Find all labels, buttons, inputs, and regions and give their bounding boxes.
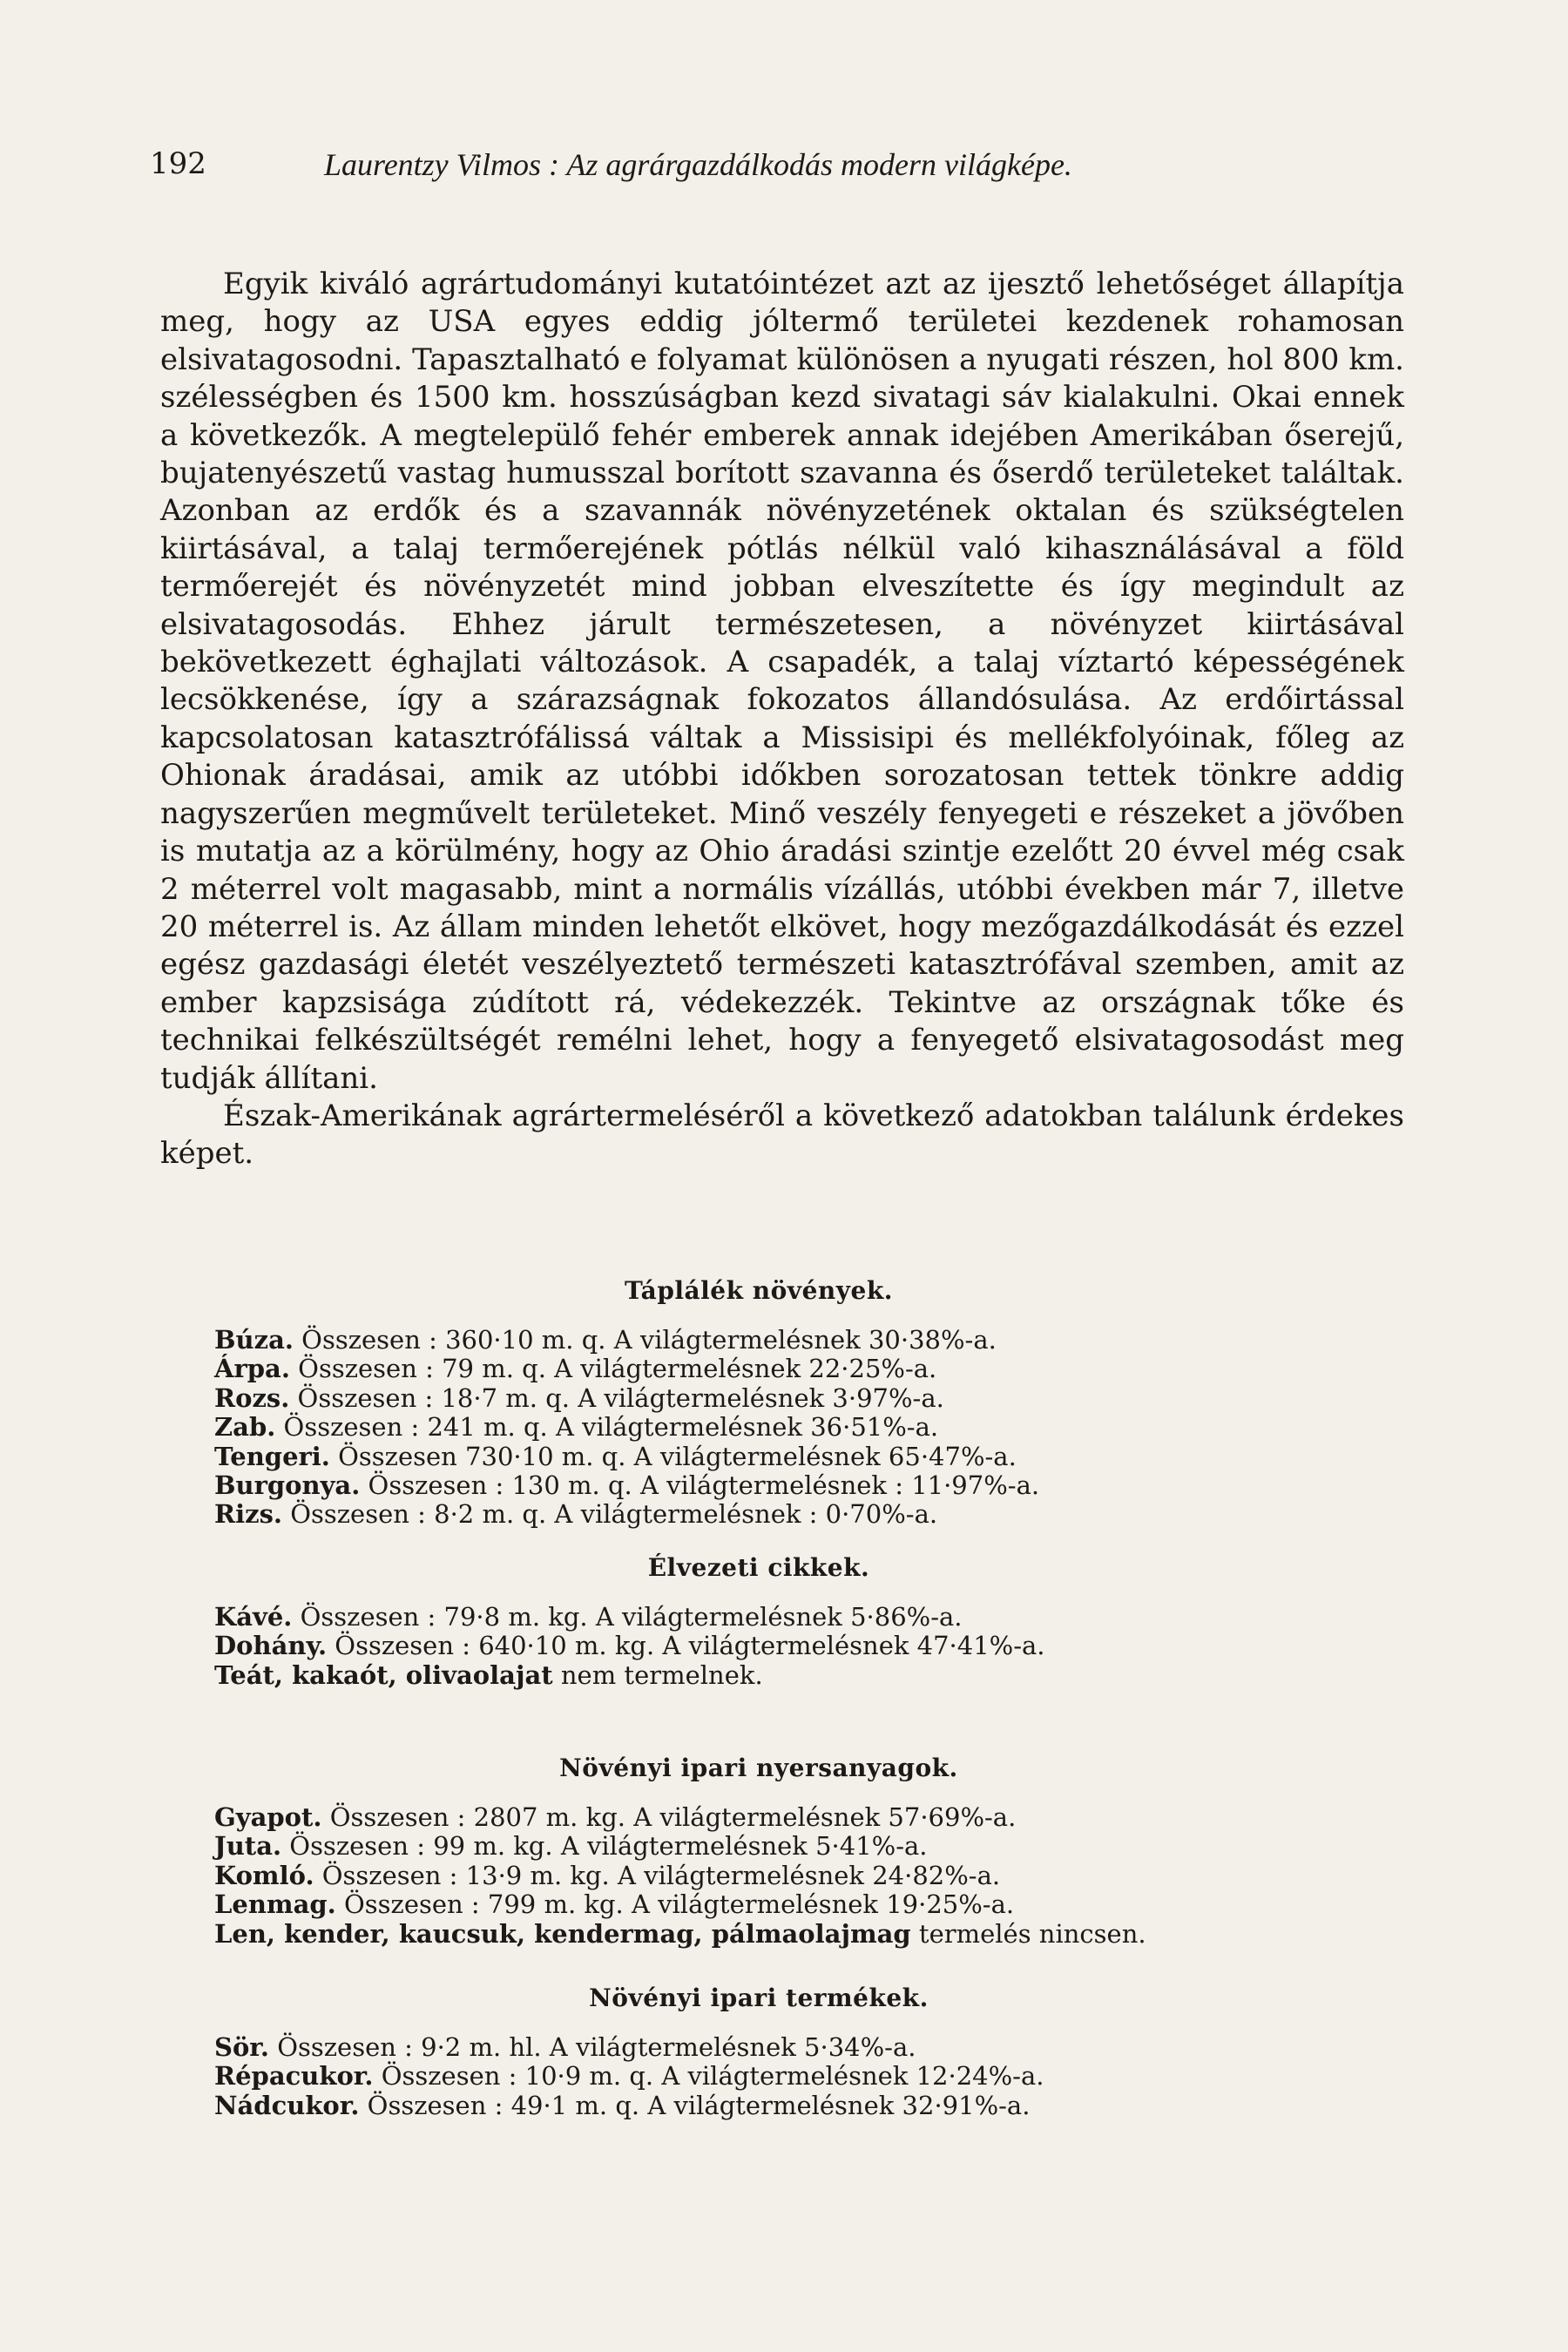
list-item: Len, kender, kaucsuk, kendermag, pálmaolajmag termelés nincsen. bbox=[214, 1918, 1146, 1949]
section-title: Növényi ipari termékek. bbox=[589, 1984, 929, 2012]
list-item: Tengeri. Összesen 730·10 m. q. A világtermelésnek 65·47%-a. bbox=[214, 1441, 1017, 1471]
list-item: Komló. Összesen : 13·9 m. kg. A világtermelésnek 24·82%-a. bbox=[214, 1860, 1001, 1890]
paragraph: Észak-Amerikának agrártermeléséről a következő adatokban találunk érdekes képet. bbox=[160, 1098, 1404, 1172]
list-item: Árpa. Összesen : 79 m. q. A világtermelésnek 22·25%-a. bbox=[214, 1354, 937, 1384]
list-item: Burgonya. Összesen : 130 m. q. A világtermelésnek : 11·97%-a. bbox=[214, 1470, 1040, 1501]
statistics-tables bbox=[214, 1274, 1347, 2120]
list-item: Kávé. Összesen : 79·8 m. kg. A világtermelésnek 5·86%-a. bbox=[214, 1602, 963, 1632]
page-number: 192 bbox=[150, 146, 206, 181]
section-industrial-products bbox=[214, 1981, 1347, 2120]
list-item: Juta. Összesen : 99 m. kg. A világtermelésnek 5·41%-a. bbox=[214, 1831, 928, 1862]
list-item: Rizs. Összesen : 8·2 m. q. A világtermelésnek : 0·70%-a. bbox=[214, 1499, 938, 1530]
list-item: Teát, kakaót, olivaolajat nem termelnek. bbox=[214, 1659, 763, 1690]
body-text bbox=[160, 266, 1404, 1173]
section-title: Élvezeti cikkek. bbox=[647, 1553, 870, 1582]
list-item: Sör. Összesen : 9·2 m. hl. A világtermelésnek 5·34%-a. bbox=[214, 2032, 916, 2062]
section-food-plants bbox=[214, 1274, 1347, 1551]
list-item: Lenmag. Összesen : 799 m. kg. A világtermelésnek 19·25%-a. bbox=[214, 1889, 1015, 1920]
page-header bbox=[150, 146, 1422, 190]
section-luxury-goods bbox=[214, 1551, 1347, 1751]
list-item: Zab. Összesen : 241 m. q. A világtermelésnek 36·51%-a. bbox=[214, 1412, 939, 1443]
list-item: Nádcukor. Összesen : 49·1 m. q. A világtermelésnek 32·91%-a. bbox=[214, 2090, 1031, 2120]
section-title: Növényi ipari nyersanyagok. bbox=[559, 1754, 958, 1782]
list-item: Dohány. Összesen : 640·10 m. kg. A világtermelésnek 47·41%-a. bbox=[214, 1631, 1045, 1661]
running-title: Laurentzy Vilmos : Az agrárgazdálkodás modern világképe. bbox=[324, 147, 1072, 182]
section-industrial-raw-materials bbox=[214, 1751, 1347, 1981]
list-item: Répacukor. Összesen : 10·9 m. q. A világtermelésnek 12·24%-a. bbox=[214, 2061, 1044, 2092]
list-item: Rozs. Összesen : 18·7 m. q. A világtermelésnek 3·97%-a. bbox=[214, 1382, 944, 1413]
section-title: Táplálék növények. bbox=[625, 1276, 893, 1305]
list-item: Gyapot. Összesen : 2807 m. kg. A világtermelésnek 57·69%-a. bbox=[214, 1802, 1017, 1832]
list-item: Búza. Összesen : 360·10 m. q. A világtermelésnek 30·38%-a. bbox=[214, 1325, 997, 1355]
paragraph: Egyik kiváló agrártudományi kutatóintézet azt az ijesztő lehetőséget állapítja meg, hogy az USA egyes eddig jóltermő területei kezdenek rohamosan elsivatagosodni. Tapasztalható e folyamat különösen a nyugati részen, hol 800 km. szélességben és 1500 km. hosszúságban kezd sivatagi sáv kialakulni. Okai ennek a következők. A megtelepülő fehér emberek annak idejében Amerikában őserejű, bujatenyészetű vastag humusszal borított szavanna és őserdő területeket találtak. Azonban az erdők és a szavannák növényzetének oktalan és szükségtelen kiirtásával, a talaj termőerejének pótlás nélkül való kihasználásával a föld termőerejét és növényzetét mind jobban elveszítette és így megindult az elsivatagosodás. Ehhez járult természetesen, a növényzet kiirtásával bekövetkezett éghajlati változások. A csapadék, a talaj víztartó képességének lecsökkenése, így a szárazságnak fokozatos állandósulása. Az erdőirtással kapcsolatosan katasztrófálissá váltak a Missisipi és mellékfolyóinak, főleg az Ohionak áradásai, amik az utóbbi időkben sorozatosan tettek tönkre addig nagyszerűen megművelt területeket. Minő veszély fenyegeti e részeket a jövőben is mutatja az a körülmény, hogy az Ohio áradási szintje ezelőtt 20 évvel még csak 2 méterrel volt magasabb, mint a normális vízállás, utóbbi években már 7, illetve 20 méterrel is. Az állam minden lehetőt elkövet, hogy mezőgazdálkodását és ezzel egész gazdasági életét veszélyeztető természeti katasztrófával szemben, amit az ember kapzsisága zúdított rá, védekezzék. Tekintve az országnak tőke és technikai felkészültségét remélni lehet, hogy a fenyegető elsivatagosodást meg tudják állítani. bbox=[160, 267, 1404, 1096]
